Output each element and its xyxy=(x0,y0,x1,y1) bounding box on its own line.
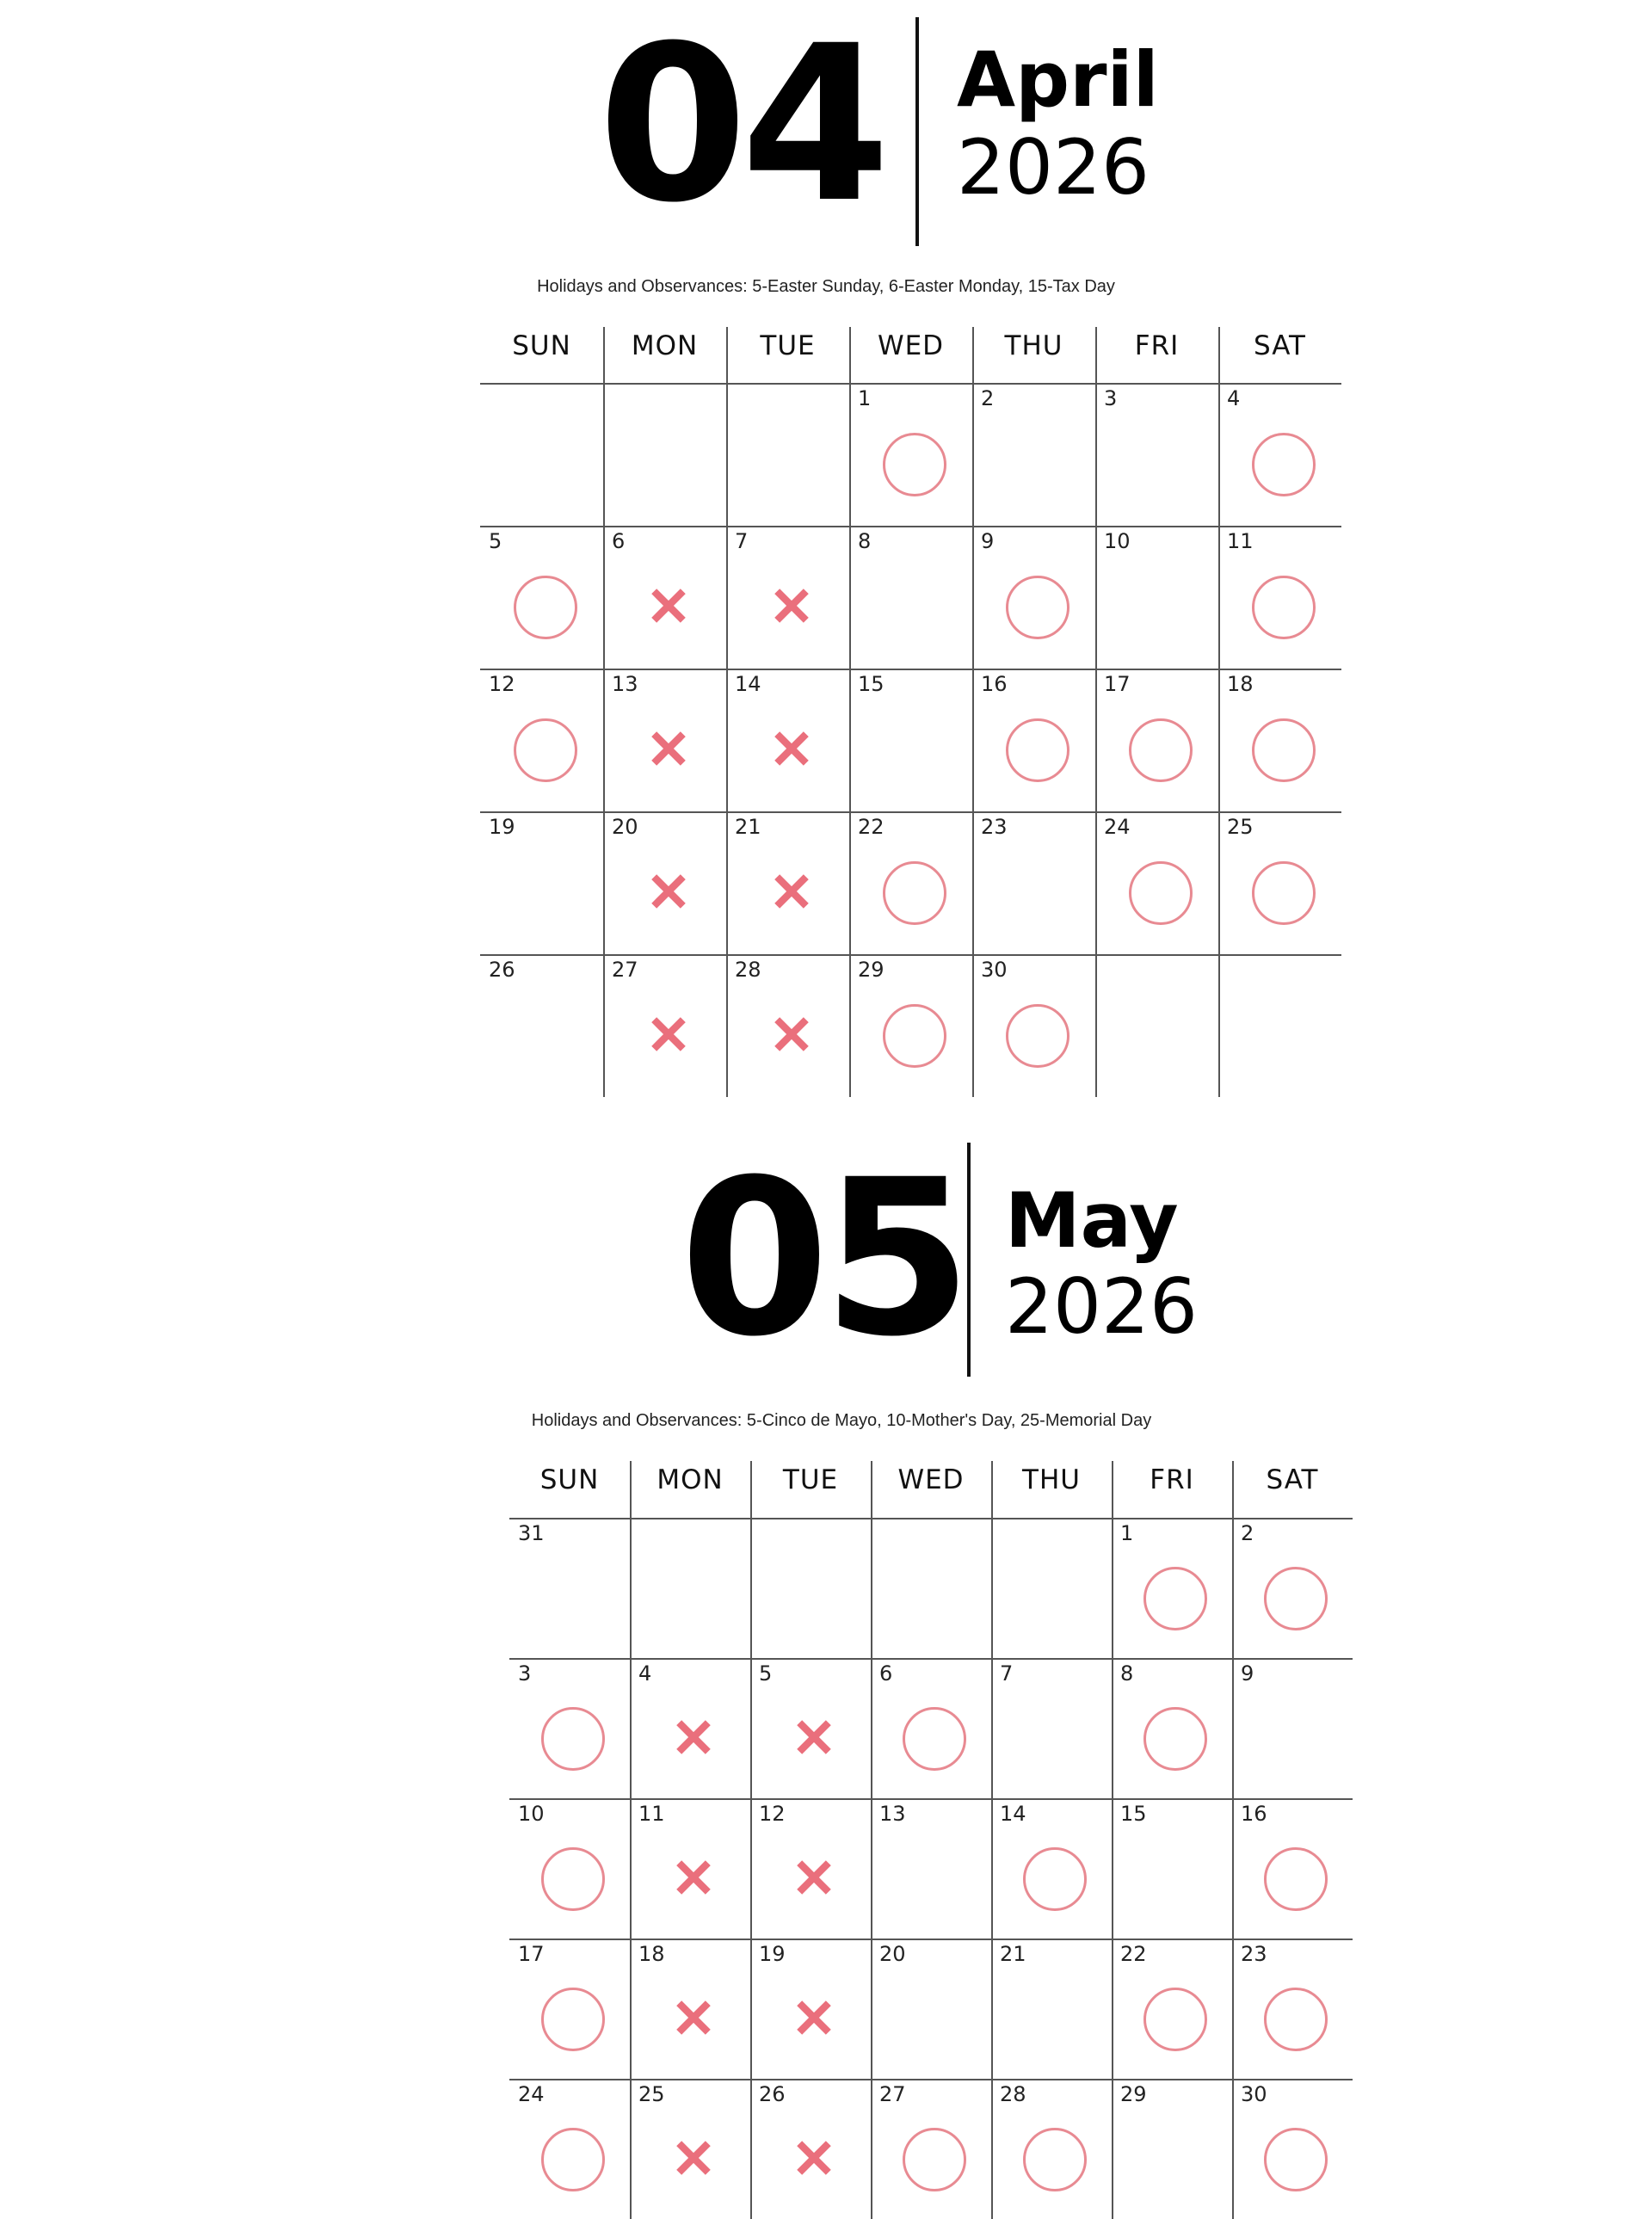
day-cell xyxy=(1112,1658,1232,1798)
day-cell xyxy=(630,2079,750,2219)
day-number: 2 xyxy=(981,386,995,410)
day-cell xyxy=(726,526,849,669)
day-cell xyxy=(750,1658,871,1798)
day-cell xyxy=(726,669,849,811)
day-number: 14 xyxy=(735,672,761,696)
day-cell xyxy=(871,1939,991,2079)
day-cell xyxy=(603,954,726,1097)
holidays-note: Holidays and Observances: 5-Easter Sunday, 6-Easter Monday, 15-Tax Day xyxy=(537,277,1115,296)
day-cell xyxy=(991,1798,1112,1939)
day-cell xyxy=(726,383,849,526)
x-mark-icon xyxy=(771,585,812,631)
day-cell xyxy=(1218,526,1341,669)
day-number: 4 xyxy=(1227,386,1241,410)
x-mark-icon xyxy=(771,728,812,774)
circle-mark-icon xyxy=(1006,718,1069,782)
weekday-label: THU xyxy=(1004,330,1063,361)
circle-mark-icon xyxy=(903,1707,966,1771)
day-cell xyxy=(849,954,972,1097)
day-number: 23 xyxy=(1241,1942,1267,1966)
circle-mark-icon xyxy=(1006,1004,1069,1068)
day-number: 8 xyxy=(1120,1661,1134,1686)
day-number: 27 xyxy=(612,958,638,982)
day-cell xyxy=(1095,669,1218,811)
circle-mark-icon xyxy=(1143,1707,1207,1771)
day-number: 6 xyxy=(612,529,626,553)
day-cell xyxy=(480,954,603,1097)
day-number: 19 xyxy=(489,815,515,839)
circle-mark-icon xyxy=(1129,861,1193,925)
day-cell xyxy=(871,1658,991,1798)
day-number: 1 xyxy=(858,386,872,410)
weekday-label: TUE xyxy=(782,1464,839,1495)
day-cell xyxy=(849,669,972,811)
day-cell xyxy=(1232,1939,1353,2079)
circle-mark-icon xyxy=(883,1004,946,1068)
month-year: 2026 xyxy=(957,123,1150,212)
day-cell xyxy=(509,1658,630,1798)
month-year: 2026 xyxy=(1005,1262,1198,1351)
day-cell xyxy=(991,1939,1112,2079)
day-number: 18 xyxy=(638,1942,665,1966)
circle-mark-icon xyxy=(1252,718,1316,782)
day-cell xyxy=(603,811,726,954)
month-name: April xyxy=(957,35,1159,124)
x-mark-icon xyxy=(793,2137,835,2183)
day-cell xyxy=(480,383,603,526)
circle-mark-icon xyxy=(1023,1847,1087,1911)
day-number: 6 xyxy=(879,1661,893,1686)
circle-mark-icon xyxy=(883,433,946,496)
day-number: 26 xyxy=(489,958,515,982)
day-number: 2 xyxy=(1241,1521,1254,1545)
day-number: 12 xyxy=(489,672,515,696)
day-cell xyxy=(1218,383,1341,526)
day-cell xyxy=(1232,1518,1353,1658)
day-number: 1 xyxy=(1120,1521,1134,1545)
day-number: 30 xyxy=(1241,2082,1267,2106)
circle-mark-icon xyxy=(514,718,577,782)
day-number: 21 xyxy=(735,815,761,839)
day-cell xyxy=(1095,383,1218,526)
day-cell xyxy=(972,669,1095,811)
day-number: 29 xyxy=(858,958,885,982)
day-cell xyxy=(750,1518,871,1658)
day-cell xyxy=(603,669,726,811)
day-number: 17 xyxy=(518,1942,545,1966)
day-number: 21 xyxy=(1000,1942,1026,1966)
x-mark-icon xyxy=(771,871,812,916)
circle-mark-icon xyxy=(1252,861,1316,925)
day-cell xyxy=(1232,2079,1353,2219)
holidays-note: Holidays and Observances: 5-Cinco de Mayo, 10-Mother's Day, 25-Memorial Day xyxy=(531,1411,1152,1430)
day-cell xyxy=(1232,1658,1353,1798)
day-cell xyxy=(480,526,603,669)
circle-mark-icon xyxy=(1264,1988,1328,2051)
month-number: 04 xyxy=(598,0,884,250)
x-mark-icon xyxy=(648,1014,689,1059)
weekday-label: SAT xyxy=(1254,330,1306,361)
circle-mark-icon xyxy=(541,1707,605,1771)
day-number: 29 xyxy=(1120,2082,1147,2106)
day-number: 3 xyxy=(1104,386,1118,410)
x-mark-icon xyxy=(771,1014,812,1059)
day-number: 5 xyxy=(759,1661,773,1686)
day-number: 3 xyxy=(518,1661,532,1686)
circle-mark-icon xyxy=(1252,433,1316,496)
day-cell xyxy=(509,1939,630,2079)
day-number: 30 xyxy=(981,958,1008,982)
day-number: 12 xyxy=(759,1802,786,1826)
day-number: 11 xyxy=(638,1802,665,1826)
circle-mark-icon xyxy=(1264,1567,1328,1630)
day-cell xyxy=(1112,1798,1232,1939)
circle-mark-icon xyxy=(1264,1847,1328,1911)
day-number: 9 xyxy=(1241,1661,1254,1686)
day-number: 8 xyxy=(858,529,872,553)
day-cell xyxy=(849,526,972,669)
day-number: 25 xyxy=(638,2082,665,2106)
day-cell xyxy=(1112,1518,1232,1658)
day-cell xyxy=(603,383,726,526)
circle-mark-icon xyxy=(541,1847,605,1911)
circle-mark-icon xyxy=(1143,1567,1207,1630)
day-number: 28 xyxy=(735,958,761,982)
day-cell xyxy=(991,1518,1112,1658)
day-number: 13 xyxy=(879,1802,906,1826)
circle-mark-icon xyxy=(903,2128,966,2191)
day-number: 18 xyxy=(1227,672,1254,696)
weekday-label: THU xyxy=(1022,1464,1081,1495)
x-mark-icon xyxy=(648,871,689,916)
day-number: 16 xyxy=(981,672,1008,696)
day-number: 24 xyxy=(518,2082,545,2106)
weekday-label: FRI xyxy=(1134,330,1180,361)
day-number: 7 xyxy=(735,529,749,553)
header-divider xyxy=(967,1143,971,1377)
day-cell xyxy=(750,2079,871,2219)
x-mark-icon xyxy=(673,1997,714,2043)
day-cell xyxy=(972,526,1095,669)
day-number: 10 xyxy=(1104,529,1131,553)
day-number: 27 xyxy=(879,2082,906,2106)
day-number: 15 xyxy=(1120,1802,1147,1826)
circle-mark-icon xyxy=(1006,576,1069,639)
day-number: 10 xyxy=(518,1802,545,1826)
weekday-label: MON xyxy=(656,1464,724,1495)
day-cell xyxy=(1095,811,1218,954)
day-number: 23 xyxy=(981,815,1008,839)
day-cell xyxy=(750,1798,871,1939)
day-cell xyxy=(871,1798,991,1939)
day-number: 28 xyxy=(1000,2082,1026,2106)
x-mark-icon xyxy=(673,1857,714,1902)
day-cell xyxy=(1232,1798,1353,1939)
day-cell xyxy=(750,1939,871,2079)
day-cell xyxy=(480,811,603,954)
day-cell xyxy=(972,383,1095,526)
day-number: 22 xyxy=(1120,1942,1147,1966)
day-cell xyxy=(991,1658,1112,1798)
day-number: 15 xyxy=(858,672,885,696)
header-divider xyxy=(915,17,919,246)
day-cell xyxy=(630,1939,750,2079)
day-cell xyxy=(849,383,972,526)
x-mark-icon xyxy=(648,728,689,774)
day-number: 19 xyxy=(759,1942,786,1966)
circle-mark-icon xyxy=(541,1988,605,2051)
day-number: 16 xyxy=(1241,1802,1267,1826)
circle-mark-icon xyxy=(1252,576,1316,639)
day-cell xyxy=(849,811,972,954)
day-cell xyxy=(1095,954,1218,1097)
day-cell xyxy=(630,1658,750,1798)
month-number: 05 xyxy=(680,1133,965,1384)
x-mark-icon xyxy=(793,1857,835,1902)
day-cell xyxy=(1218,954,1341,1097)
day-cell xyxy=(1218,811,1341,954)
circle-mark-icon xyxy=(1264,2128,1328,2191)
day-cell xyxy=(871,1518,991,1658)
day-cell xyxy=(1218,669,1341,811)
day-number: 7 xyxy=(1000,1661,1014,1686)
weekday-label: SUN xyxy=(512,330,571,361)
circle-mark-icon xyxy=(514,576,577,639)
day-number: 9 xyxy=(981,529,995,553)
day-cell xyxy=(603,526,726,669)
day-cell xyxy=(1095,526,1218,669)
weekday-label: WED xyxy=(897,1464,965,1495)
weekday-label: SAT xyxy=(1266,1464,1319,1495)
month-name: May xyxy=(1005,1176,1179,1265)
day-cell xyxy=(509,1798,630,1939)
circle-mark-icon xyxy=(1129,718,1193,782)
weekday-label: FRI xyxy=(1150,1464,1194,1495)
x-mark-icon xyxy=(673,1717,714,1762)
day-number: 24 xyxy=(1104,815,1131,839)
circle-mark-icon xyxy=(1143,1988,1207,2051)
day-number: 25 xyxy=(1227,815,1254,839)
day-cell xyxy=(1112,2079,1232,2219)
day-cell xyxy=(871,2079,991,2219)
day-cell xyxy=(509,1518,630,1658)
x-mark-icon xyxy=(673,2137,714,2183)
day-cell xyxy=(972,811,1095,954)
day-number: 13 xyxy=(612,672,638,696)
circle-mark-icon xyxy=(541,2128,605,2191)
day-number: 5 xyxy=(489,529,502,553)
circle-mark-icon xyxy=(1023,2128,1087,2191)
day-number: 20 xyxy=(612,815,638,839)
day-cell xyxy=(630,1798,750,1939)
weekday-label: SUN xyxy=(539,1464,600,1495)
day-number: 22 xyxy=(858,815,885,839)
x-mark-icon xyxy=(793,1717,835,1762)
day-cell xyxy=(480,669,603,811)
day-number: 26 xyxy=(759,2082,786,2106)
weekday-label: TUE xyxy=(760,330,816,361)
day-cell xyxy=(991,2079,1112,2219)
day-cell xyxy=(509,2079,630,2219)
x-mark-icon xyxy=(793,1997,835,2043)
day-cell xyxy=(1112,1939,1232,2079)
weekday-label: MON xyxy=(631,330,699,361)
x-mark-icon xyxy=(648,585,689,631)
day-number: 4 xyxy=(638,1661,652,1686)
day-number: 11 xyxy=(1227,529,1254,553)
weekday-label: WED xyxy=(877,330,945,361)
day-cell xyxy=(726,811,849,954)
day-cell xyxy=(630,1518,750,1658)
circle-mark-icon xyxy=(883,861,946,925)
day-number: 14 xyxy=(1000,1802,1026,1826)
day-number: 31 xyxy=(518,1521,545,1545)
day-cell xyxy=(972,954,1095,1097)
day-cell xyxy=(726,954,849,1097)
day-number: 20 xyxy=(879,1942,906,1966)
day-number: 17 xyxy=(1104,672,1131,696)
